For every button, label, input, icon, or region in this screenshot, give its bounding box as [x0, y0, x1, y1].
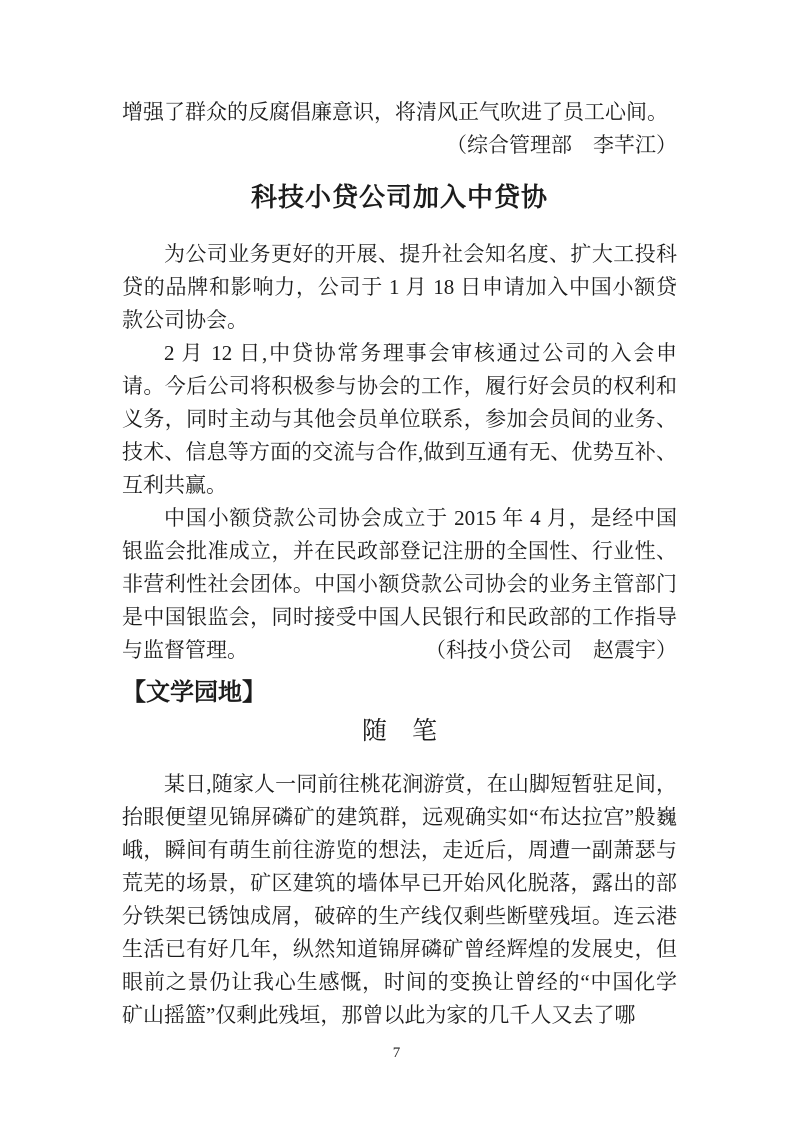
- signature-general-management-dept: （综合管理部 李芊江）: [446, 133, 677, 157]
- loan-article-paragraph-2: 2 月 12 日,中贷协常务理事会审核通过公司的入会申请。今后公司将积极参与协会的工作，履行好会员的权利和义务，同时主动与其他会员单位联系，参加会员间的业务、技术、信息等方面的交流与合作,做到互通有无、优势互补、互利共赢。: [122, 341, 677, 497]
- loan-article-paragraph-3: [122, 502, 677, 667]
- article-title-loan-association: 科技小贷公司加入中贷协: [250, 182, 548, 212]
- section-marker-literature-corner: 【文学园地】: [122, 680, 266, 706]
- loan-article-paragraph-1: 为公司业务更好的开展、提升社会知名度、扩大工投科贷的品牌和影响力，公司于 1 月 18 日申请加入中国小额贷款公司协会。: [122, 242, 677, 332]
- continuation-paragraph: 增强了群众的反腐倡廉意识，将清风正气吹进了员工心间。: [122, 100, 668, 124]
- loan-article-paragraph-3-text: 中国小额贷款公司协会成立于 2015 年 4 月，是经中国银监会批准成立，并在民政部登记注册的全国性、行业性、非营利性社会团体。中国小额贷款公司协会的业务主管部门是中国银监会，同时接受中国人民银行和民政部的工作指导与监督管理。: [122, 506, 677, 662]
- page-number: 7: [392, 1045, 401, 1061]
- signature-tech-loan-company: （科技小贷公司 赵震宇）: [425, 638, 677, 662]
- essay-paragraph-1: 某日,随家人一同前往桃花涧游赏，在山脚短暂驻足间，抬眼便望见锦屏磷矿的建筑群，远观确实如“布达拉宫”般巍峨，瞬间有萌生前往游览的想法，走近后，周遭一副萧瑟与荒芜的场景，矿区建筑的墙体早已开始风化脱落，露出的部分铁架已锈蚀成屑，破碎的生产线仅剩些断壁残垣。连云港生活已有好几年，纵然知道锦屏磷矿曾经辉煌的发展史，但眼前之景仍让我心生感慨，时间的变换让曾经的“中国化学矿山摇篮”仅剩此残垣，那曾以此为家的几千人又去了哪: [122, 772, 677, 1027]
- essay-title-suibi: 随 笔: [361, 718, 437, 745]
